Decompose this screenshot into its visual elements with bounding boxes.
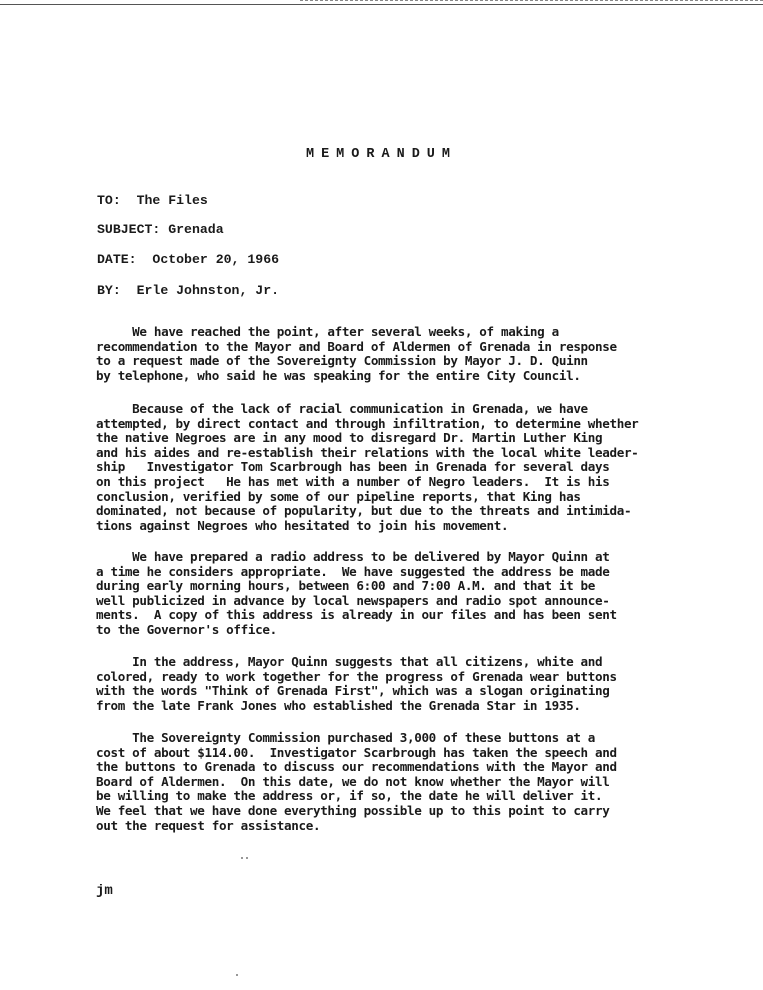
date-value: October 20, 1966 <box>152 252 280 267</box>
date-label: DATE: <box>97 252 137 267</box>
paragraph-2: Because of the lack of racial communication in Grenada, we have attempted, by direct contact and through infiltration, to determine whether the native Negroes are in any mood to disregard Dr. Martin Luther King and his aides and re-establish their relations with the local white leader- ship Investigator Tom Scarbrough has been in Grenada for several days on this project He has met with a number of Negro leaders. It is his conclusion, verified by some of our pipeline reports, that King has dominated, not because of popularity, but due to the threats and intimida- tions against Negroes who hesitated to join his movement. <box>96 401 639 533</box>
subject-label: SUBJECT: <box>97 222 161 237</box>
paragraph-4: In the address, Mayor Quinn suggests that all citizens, white and colored, ready to work together for the progress of Grenada wear buttons with the words "Think of Grenada First", which was a slogan originating from the late Frank Jones who established the Grenada Star in 1935. <box>96 654 617 713</box>
by-line <box>97 283 279 298</box>
to-line <box>97 193 208 208</box>
memo-title: MEMORANDUM <box>305 147 457 162</box>
paragraph-5: The Sovereignty Commission purchased 3,000 of these buttons at a cost of about $114.00. Investigator Scarbrough has taken the speech and the buttons to Grenada to discuss our recommendations with the Mayor and Board of Aldermen. On this date, we do not know whether the Mayor will be willing to make the address or, if so, the date he will deliver it. We feel that we have done everything possible up to this point to carry out the request for assistance. <box>96 730 617 833</box>
to-value: The Files <box>136 193 208 208</box>
subject-value: Grenada <box>168 222 224 237</box>
subject-line <box>97 222 224 237</box>
scan-speck <box>241 857 243 859</box>
paragraph-3: We have prepared a radio address to be delivered by Mayor Quinn at a time he considers appropriate. We have suggested the address be made during early morning hours, between 6:00 and 7:00 A.M. and that it be well publicized in advance by local newspapers and radio spot announce- ments. A copy of this address is already in our files and has been sent to the Governor's office. <box>96 549 617 637</box>
by-value: Erle Johnston, Jr. <box>136 283 280 298</box>
by-label: BY: <box>97 283 121 298</box>
typist-initials: jm <box>96 883 113 899</box>
date-line <box>97 252 279 267</box>
scan-speck <box>236 974 238 976</box>
scan-top-edge <box>0 4 763 5</box>
paragraph-1: We have reached the point, after several weeks, of making a recommendation to the Mayor and Board of Aldermen of Grenada in response to a request made of the Sovereignty Commission by Mayor J. D. Quinn by telephone, who said he was speaking for the entire City Council. <box>96 324 617 383</box>
scan-speck <box>246 857 248 859</box>
to-label: TO: <box>97 193 121 208</box>
